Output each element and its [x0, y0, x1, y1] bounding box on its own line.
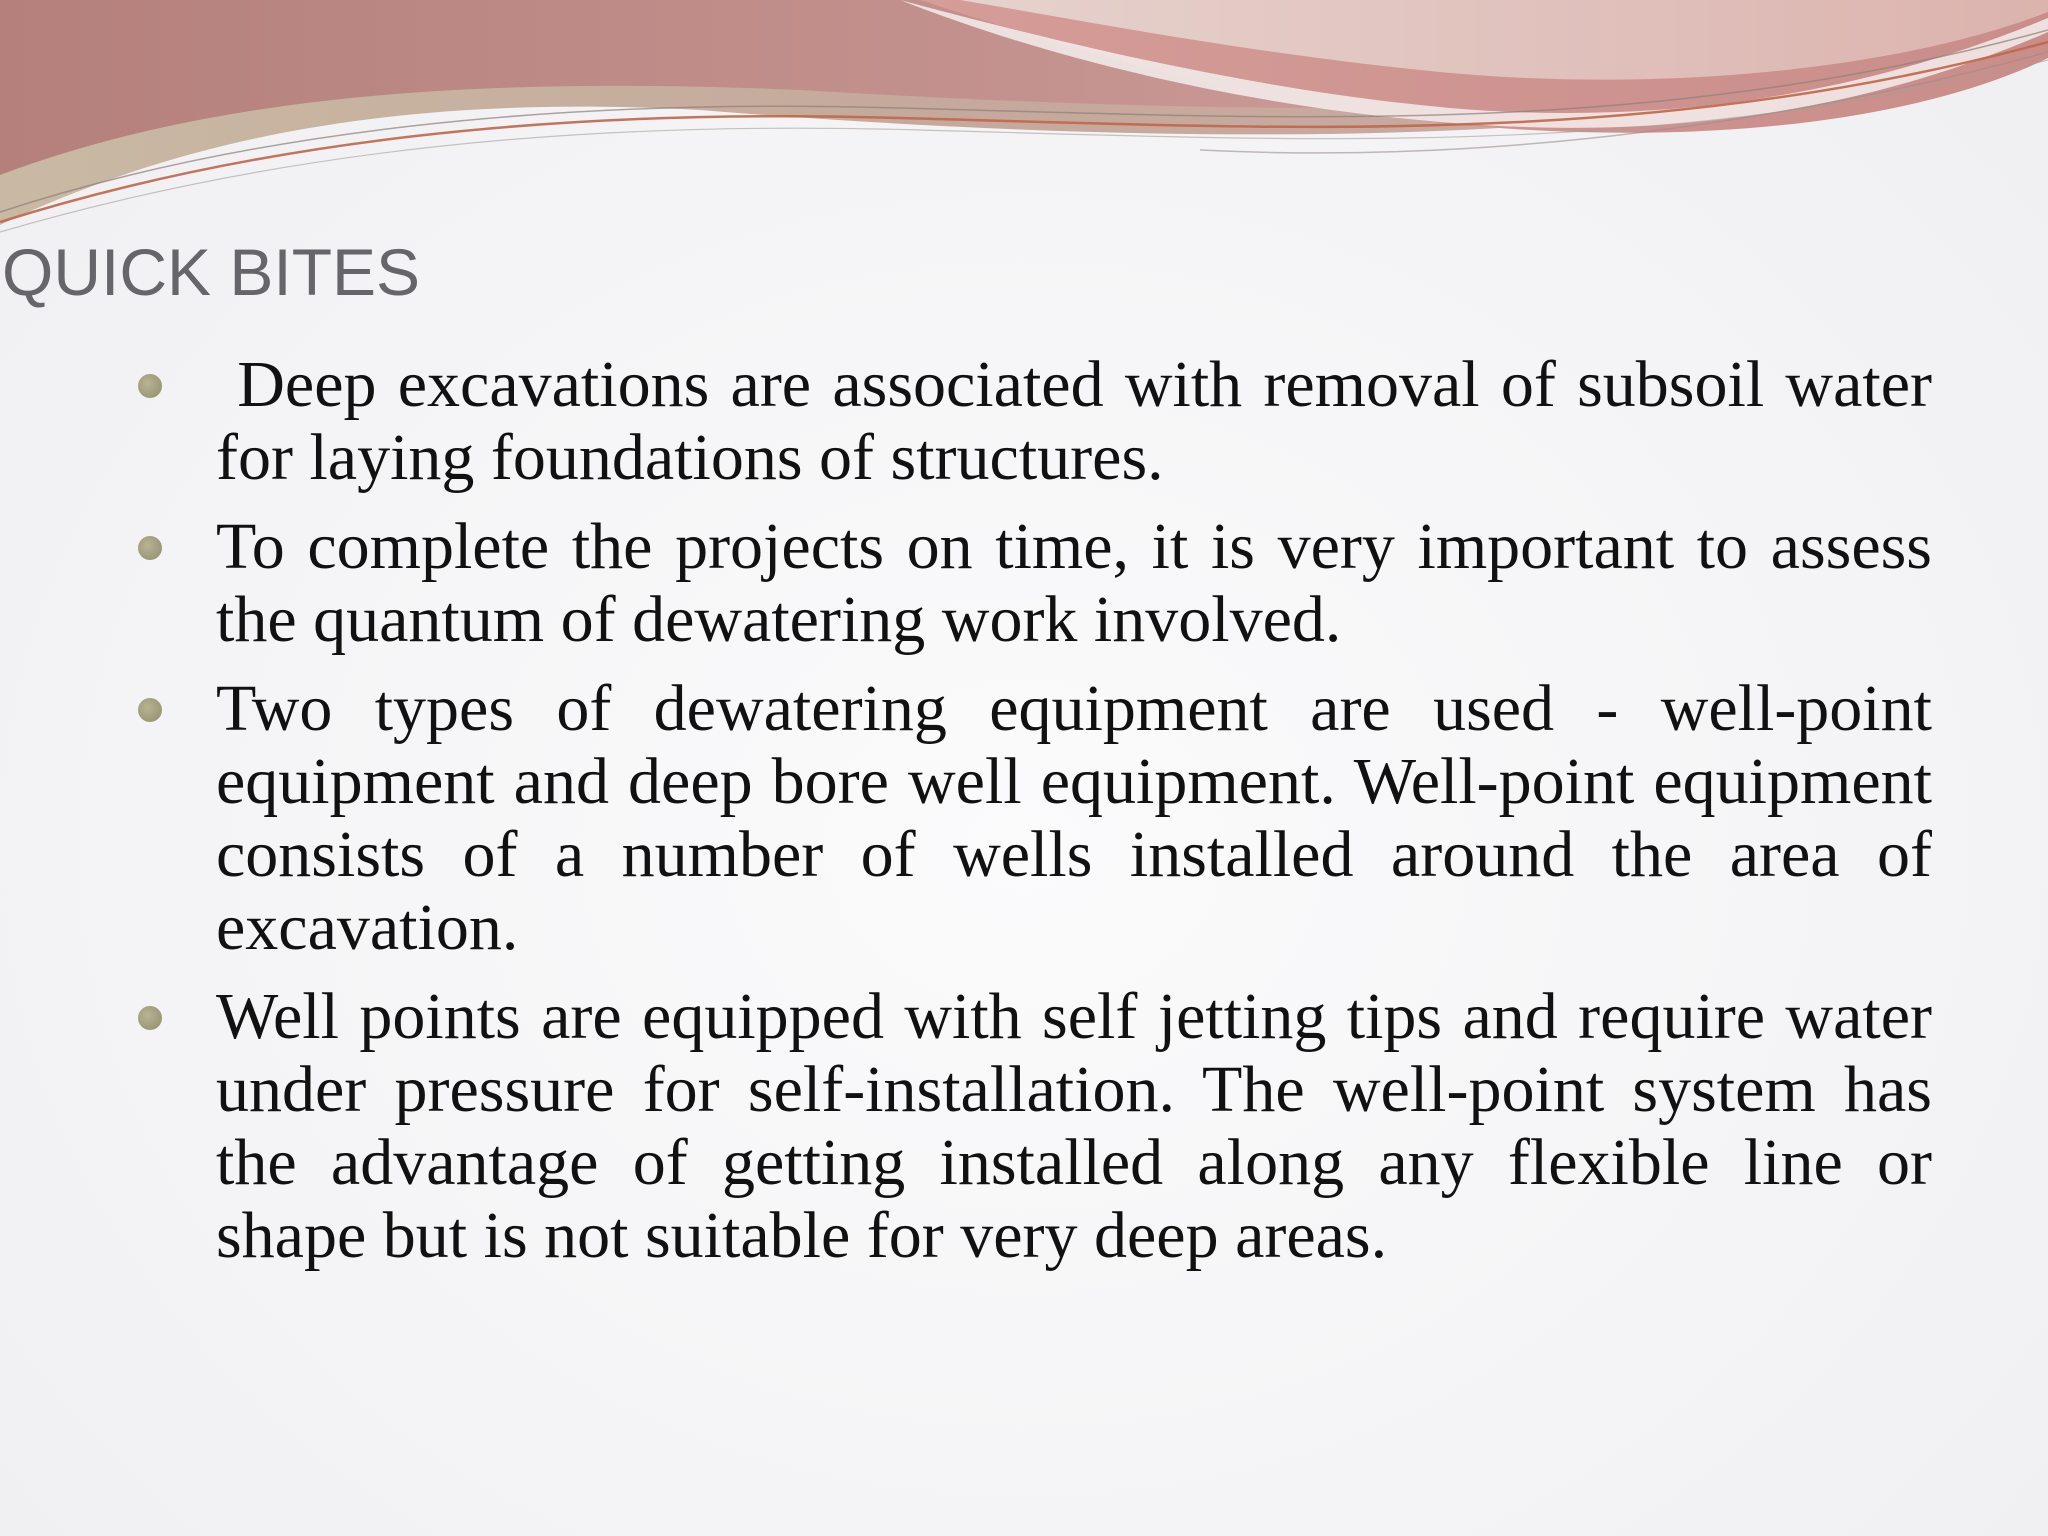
bullet-dot-icon [138, 698, 162, 722]
bullet-list [0, 348, 2048, 1288]
list-item [0, 510, 2048, 656]
bullet-text: Deep excavations are associated with removal of subsoil water for laying foundations of structures. [216, 348, 1949, 494]
bullet-text: Two types of dewatering equipment are used - well-point equipment and deep bore well equipment. Well-point equipment consists of a number of wells installed around the area of excavation. [216, 672, 1932, 964]
list-item [0, 980, 2048, 1272]
bullet-dot-icon [138, 1006, 162, 1030]
bullet-text: Well points are equipped with self jetting tips and require water under pressure for self-installation. The well-point system has the advantage of getting installed along any flexible line or shape but is not suitable for very deep areas. [216, 980, 1932, 1272]
bullet-dot-icon [138, 374, 162, 398]
list-item [0, 348, 2048, 494]
bullet-dot-icon [138, 536, 162, 560]
header-wave-decoration [0, 0, 2048, 240]
bullet-text: To complete the projects on time, it is very important to assess the quantum of dewatering work involved. [216, 510, 1932, 656]
list-item [0, 672, 2048, 964]
slide-title: QUICK BITES [2, 235, 421, 309]
